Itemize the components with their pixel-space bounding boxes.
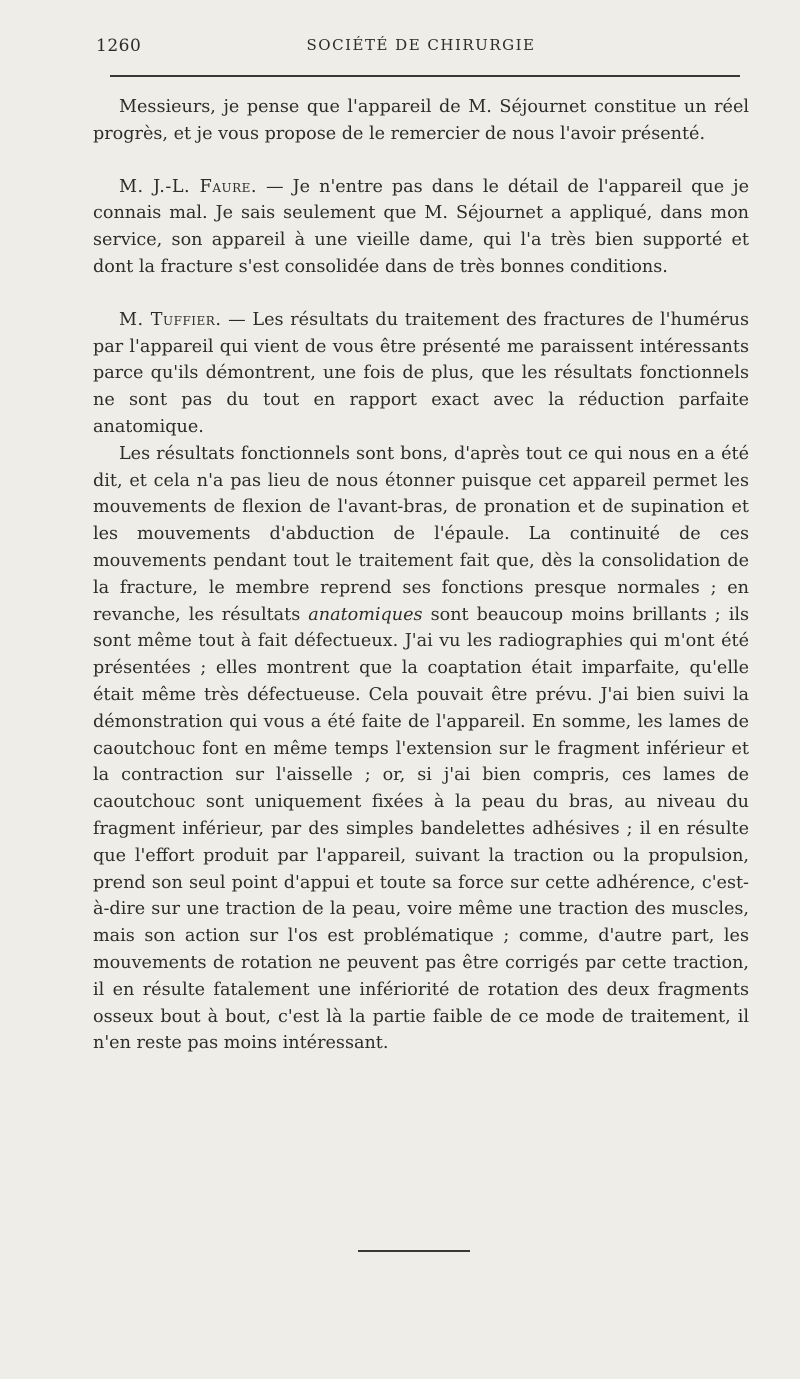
body-text xyxy=(93,94,749,1057)
results-text-start: Les résultats fonctionnels sont bons, d'après tout ce qui nous en a été dit, et cela n'a pas lieu de nous étonner puisque cet appareil permet les mouvements de flexion de l'avant-bras, de pronation et de supination et les mouvements d'abduction de l'épaule. La continuité de ces mouvements pendant tout le traitement fait que, dès la consolidation de la fracture, le membre reprend ses fonctions presque normales ; en revanche, les résultats xyxy=(93,443,749,625)
results-italic-word: anatomiques xyxy=(308,604,423,625)
paragraph-results xyxy=(93,441,749,1057)
results-text-end: sont beaucoup moins brillants ; ils sont même tout à fait défectueux. J'ai vu les radiographies qui m'ont été présentées ; elles montrent que la coaptation était imparfaite, qu'elle était même très défectueuse. Cela pouvait être prévu. J'ai bien suivi la démonstration qui vous a été faite de l'appareil. En somme, les lames de caoutchouc font en même temps l'extension sur le fragment inférieur et la contraction sur l'aisselle ; or, si j'ai bien compris, ces lames de caoutchouc sont uniquement fixées à la peau du bras, au niveau du fragment inférieur, par des simples bandelettes adhésives ; il en résulte que l'effort produit par l'appareil, suivant la traction ou la propulsion, prend son seul point d'appui et toute sa force sur cette adhérence, c'est-à-dire sur une traction de la peau, voire même une traction des muscles, mais son action sur l'os est problématique ; comme, d'autre part, les mouvements de rotation ne peuvent pas être corrigés par cette traction, il en résulte fatalement une infériorité de rotation des deux fragments osseux bout à bout, c'est là la partie faible de ce mode de traitement, il n'en reste pas moins intéressant. xyxy=(93,604,749,1054)
paragraph-faure xyxy=(93,174,749,281)
speaker-tuffier: M. Tuffier. xyxy=(119,309,222,330)
speaker-faure: M. J.-L. Faure. xyxy=(119,176,258,197)
page-number: 1260 xyxy=(96,36,142,56)
paragraph-tuffier xyxy=(93,307,749,441)
header-rule xyxy=(110,75,740,77)
running-header xyxy=(96,36,746,62)
tuffier-remarks: — Les résultats du traitement des fractures de l'humérus par l'appareil qui vient de vous être présenté me paraissent intéressants parce qu'ils démontrent, une fois de plus, que les résultats fonctionnels ne sont pas du tout en rapport exact avec la réduction parfaite anatomique. xyxy=(93,309,749,437)
footer-rule xyxy=(358,1250,470,1252)
paragraph-closing-remarks: Messieurs, je pense que l'appareil de M. Séjournet constitue un réel progrès, et je vous propose de le remercier de nous l'avoir présenté. xyxy=(93,97,749,144)
running-title: SOCIÉTÉ DE CHIRURGIE xyxy=(306,36,536,54)
faure-remarks: — Je n'entre pas dans le détail de l'appareil que je connais mal. Je sais seulement que M. Séjournet a appliqué, dans mon service, son appareil à une vieille dame, qui l'a très bien supporté et dont la fracture s'est consolidée dans de très bonnes conditions. xyxy=(93,176,750,277)
